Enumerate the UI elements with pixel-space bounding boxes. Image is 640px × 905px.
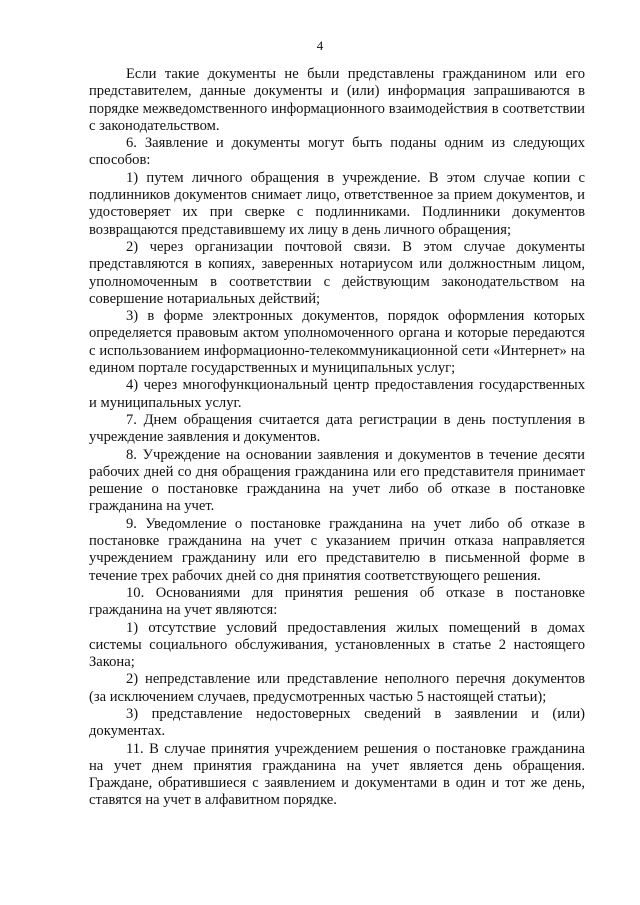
paragraph: Если такие документы не были представлены гражданином или его представителем, данные документы и (или) информация запрашиваются в порядке межведомственного информационного взаимодействия в соответствии с законодательством. (89, 66, 585, 134)
paragraph: 10. Основаниями для принятия решения об отказе в постановке гражданина на учет являются: (89, 584, 585, 619)
page-number: 4 (316, 38, 324, 53)
paragraph: 3) в форме электронных документов, порядок оформления которых определяется правовым актом уполномоченного органа и которые передаются с использованием информационно-телекоммуникационной сети «Интернет» на едином портале государственных и муниципальных услуг; (89, 308, 585, 377)
paragraph: 6. Заявление и документы могут быть поданы одним из следующих способов: (89, 135, 585, 169)
paragraph: 9. Уведомление о постановке гражданина на учет либо об отказе в постановке гражданина на учет с указанием причин отказа направляется учреждением гражданину или его представителю в письменной форме в течение трех рабочих дней со дня принятия соответствующего решения. (89, 515, 585, 584)
paragraph: 1) отсутствие условий предоставления жилых помещений в домах системы социального обслуживания, установленных в статье 2 настоящего Закона; (89, 619, 585, 671)
paragraph: 1) путем личного обращения в учреждение. В этом случае копии с подлинников документов снимает лицо, ответственное за прием документов, и удостоверяет их при сверке с подлинниками. Подлинники документов возвращаются представившему их лицу в день личного обращения; (89, 169, 585, 238)
paragraph: 4) через многофункциональный центр предоставления государственных и муниципальных услуг. (89, 377, 585, 411)
paragraph: 7. Днем обращения считается дата регистрации в день поступления в учреждение заявления и документов. (89, 411, 585, 446)
paragraph: 2) непредставление или представление неполного перечня документов (за исключением случаев, предусмотренных частью 5 настоящей статьи); (89, 671, 585, 705)
paragraph: 11. В случае принятия учреждением решения о постановке гражданина на учет днем принятия гражданина на учет является день обращения. Граждане, обратившиеся с заявлением и документами в один и тот же день, ставятся на учет в алфавитном порядке. (89, 740, 585, 809)
paragraph: 3) представление недостоверных сведений в заявлении и (или) документах. (89, 705, 585, 740)
paragraph: 2) через организации почтовой связи. В этом случае документы представляются в копиях, заверенных нотариусом или должностным лицом, уполномоченным в соответствии с действующим законодательством на совершение нотариальных действий; (89, 238, 585, 307)
paragraph: 8. Учреждение на основании заявления и документов в течение десяти рабочих дней со дня обращения гражданина или его представителя принимает решение о постановке гражданина на учет либо об отказе в постановке гражданина на учет. (89, 446, 585, 515)
document-body (89, 66, 585, 810)
